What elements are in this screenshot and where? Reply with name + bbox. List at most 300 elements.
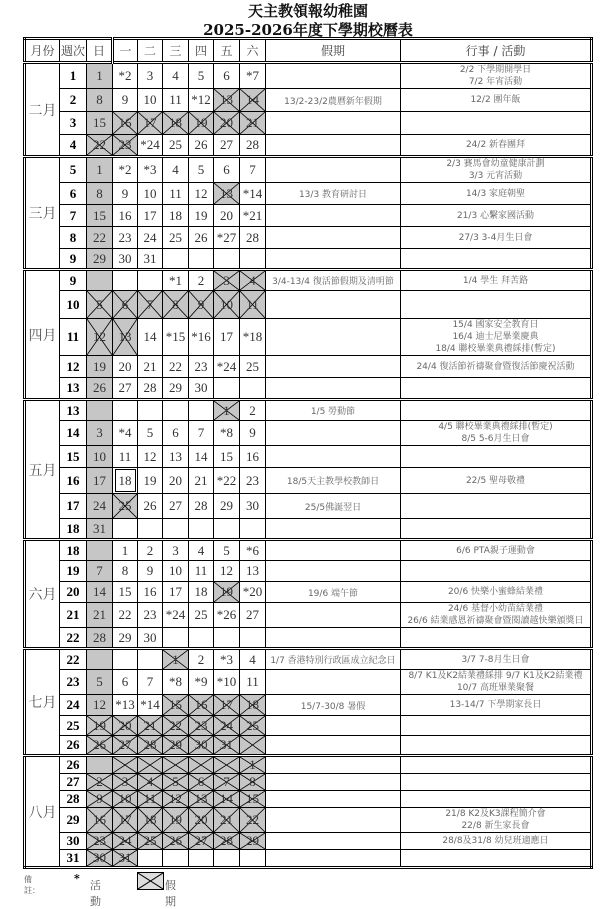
date-sun [87,421,113,446]
holiday-date-sat [240,791,266,808]
holiday-date-fri [214,833,240,850]
date-number: 31 [93,520,106,536]
date-number: *8 [169,674,182,689]
date-tue [138,205,163,227]
week-number: 8 [60,227,87,249]
date-fri [214,249,240,270]
date-number: *3 [220,651,233,667]
holiday-date-thu [189,736,214,756]
date-fri [214,157,240,183]
holiday-date-thu [189,756,214,774]
week-number: 7 [60,205,87,227]
holiday-date-sat [240,736,266,756]
date-thu [189,270,214,291]
date-sun [87,446,113,468]
date-thu [189,183,214,205]
date-fri [214,468,240,494]
holiday-date-fri [214,270,240,291]
date-mon [113,378,138,400]
date-mon [113,540,138,561]
events-cell [401,291,592,319]
date-sat [240,446,266,468]
events-cell [401,833,592,850]
date-number: 6 [172,425,179,440]
week-row [25,205,592,227]
holiday-date-tue [138,774,163,791]
week-row [25,716,592,736]
event-item: 7/2 年宵活動 [468,77,523,87]
week-number: 5 [60,157,87,183]
date-number: 1 [121,542,129,558]
events-cell [401,628,592,649]
date-thu [189,421,214,446]
date-wed [163,183,189,205]
date-sun [87,205,113,227]
event-item: 15/4 國家安全教育日 [452,320,539,330]
date-sat [240,670,266,695]
events-cell [401,670,592,695]
holiday-date-thu [189,791,214,808]
week-row [25,774,592,791]
events-cell [401,519,592,540]
date-number: 29 [169,737,182,752]
holiday-date-sat [240,716,266,736]
date-number: *22 [216,472,237,488]
holiday-cell [266,756,401,774]
date-number: 8 [96,92,103,107]
date-number: 11 [169,92,182,107]
date-number: 16 [93,812,106,827]
date-mon [113,603,138,628]
date-sat [240,400,266,421]
holiday-date-tue [138,833,163,850]
date-thu [189,205,214,227]
date-tue [138,356,163,378]
holiday-date-sun [87,291,113,319]
date-number: 21 [220,812,233,827]
holiday-date-mon [113,135,138,157]
week-number: 26 [60,736,87,756]
date-number: *2 [118,68,132,83]
date-number: 20 [194,812,208,827]
holiday-cell: 18/5天主教學校教師日 [266,468,401,494]
month-block [25,540,592,649]
events-cell [401,378,592,400]
date-fri [214,628,240,649]
week-number: 31 [60,850,87,868]
date-number: 17 [220,697,233,712]
date-number: 13 [194,791,208,806]
event-item: 12/2 團年飯 [470,95,521,105]
date-number: *20 [242,584,263,599]
date-number: 2 [249,402,256,418]
week-number: 11 [60,319,87,356]
date-sun [87,112,113,135]
holiday-date-tue [138,756,163,774]
events-cell [401,561,592,582]
week-number: 18 [60,519,87,540]
date-thu [189,319,214,356]
date-number: 17 [93,472,106,488]
week-row [25,378,592,400]
date-number: 12 [93,697,106,712]
holiday-date-thu [189,774,214,791]
date-number: 15 [246,791,259,806]
date-number: *24 [140,137,160,152]
date-sun [87,561,113,582]
school-calendar-table [23,37,593,869]
date-tue [138,421,163,446]
header-week: 週次 [60,39,87,63]
date-sat [240,628,266,649]
date-number: 17 [220,329,233,344]
date-sat [240,561,266,582]
month-label: 七月 [25,649,60,756]
date-number: 9 [96,791,103,806]
date-number: 6 [223,162,230,177]
header-thu: 四 [189,39,214,63]
date-number: 22 [93,137,106,152]
date-sat [240,494,266,519]
date-mon [113,89,138,112]
date-number: 21 [194,472,208,488]
date-number: 2 [197,651,205,667]
holiday-date-thu [189,112,214,135]
date-number: 13 [246,563,259,578]
week-number: 9 [60,249,87,270]
holiday-cell: 1/5 勞動節 [266,400,401,421]
date-number: 16 [143,584,157,599]
date-fri [214,205,240,227]
date-number: 19 [194,115,208,130]
date-number: *8 [220,425,233,440]
week-number: 29 [60,808,87,833]
holiday-date-wed [163,808,189,833]
month-block [25,756,592,868]
header-tue: 二 [138,39,163,63]
week-row [25,582,592,603]
date-number: 15 [118,584,132,599]
week-row [25,791,592,808]
date-number: 5 [197,68,205,83]
week-row [25,649,592,670]
date-wed [163,519,189,540]
date-number: 4 [172,162,179,177]
holiday-cell [266,227,401,249]
date-number: 28 [194,498,208,513]
events-cell [401,736,592,756]
date-wed [163,319,189,356]
date-number: 26 [93,737,106,752]
date-fri [214,649,240,670]
week-number: 24 [60,695,87,716]
events-cell [401,603,592,628]
holiday-date-sat [240,112,266,135]
date-number: 8 [96,185,103,201]
date-number: 23 [194,358,208,374]
event-item: 28/8及31/8 幼兒班適應日 [442,836,549,846]
school-name: 天主教領報幼稚園 [247,2,368,20]
events-cell [401,446,592,468]
date-tue [138,670,163,695]
holiday-date-mon [113,791,138,808]
holiday-date-thu [189,808,214,833]
date-sun [87,603,113,628]
date-number: 19 [93,358,106,374]
date-number: 7 [249,162,256,177]
date-number: 18 [169,207,182,223]
date-thu [189,649,214,670]
date-sat [240,603,266,628]
date-number: *4 [118,425,132,440]
holiday-cell: 25/5佛誕翌日 [266,494,401,519]
holiday-date-wed [163,112,189,135]
event-item: 22/8 新生家長會 [461,821,530,831]
date-number: 24 [220,717,233,733]
event-item: 27/3 3-4月生日會 [458,232,533,243]
holiday-date-tue [138,808,163,833]
holiday-date-sun [87,319,113,356]
date-sun [87,227,113,249]
events-cell [401,270,592,291]
date-number: *10 [216,674,237,689]
date-thu [189,561,214,582]
holiday-date-fri [214,400,240,421]
week-number: 21 [60,603,87,628]
date-tue [138,157,163,183]
date-number: 3 [172,542,179,558]
event-item: 21/3 心繫家國活動 [456,210,535,221]
events-cell [401,494,592,519]
header-month: 月份 [25,39,60,63]
holiday-cell [266,628,401,649]
date-fri [214,850,240,868]
date-mon [113,227,138,249]
date-number: *1 [169,272,182,288]
date-thu [189,468,214,494]
date-number: 9 [249,425,256,440]
date-thu [189,670,214,695]
holiday-date-mon [113,833,138,850]
week-row [25,808,592,833]
holiday-date-sat [240,695,266,716]
week-number: 12 [60,356,87,378]
month-label: 二月 [25,63,60,157]
date-number: 27 [169,498,182,513]
date-number: 1 [96,162,103,177]
date-number: 22 [169,717,182,733]
date-sun [87,695,113,716]
month-label: 五月 [25,400,60,540]
date-tue [138,89,163,112]
date-fri [214,494,240,519]
date-number: 10 [220,296,233,312]
date-wed [163,205,189,227]
date-number: 11 [118,448,132,464]
date-thu [189,603,214,628]
holiday-cell: 13/3 教育研討日 [266,183,401,205]
header-sat: 六 [240,39,266,63]
holiday-date-fri [214,112,240,135]
week-row [25,89,592,112]
date-tue [138,378,163,400]
date-wed [163,582,189,603]
holiday-date-fri [214,582,240,603]
holiday-date-thu [189,695,214,716]
holiday-cell [266,519,401,540]
event-item: 14/3 家庭朝聖 [465,188,526,199]
header-mon: 一 [113,39,138,63]
week-number: 26 [60,756,87,774]
date-number: 19 [220,584,233,599]
events-cell [401,89,592,112]
holiday-date-mon [113,112,138,135]
holiday-date-mon [113,319,138,356]
date-thu [189,378,214,400]
holiday-cell [266,157,401,183]
legend-note-label: 備註： [24,875,40,895]
holiday-cross-icon [113,757,137,773]
holiday-date-mon [113,291,138,319]
events-cell [401,227,592,249]
date-number: 23 [143,607,157,622]
date-sat [240,183,266,205]
holiday-date-mon [113,716,138,736]
date-thu [189,135,214,157]
date-tue [138,519,163,540]
date-number: *21 [242,207,263,223]
events-cell [401,808,592,833]
date-wed [163,400,189,421]
date-number: 11 [246,674,259,689]
week-row [25,494,592,519]
week-row [25,628,592,649]
holiday-date-sat [240,833,266,850]
legend-holiday-cross-icon [137,872,164,890]
holiday-date-wed [163,756,189,774]
holiday-date-wed [163,833,189,850]
date-sat [240,356,266,378]
week-row [25,756,592,774]
date-number: 11 [246,296,259,312]
date-number: 16 [194,697,208,712]
date-number: 14 [194,448,208,464]
date-tue [138,227,163,249]
date-number: *27 [216,229,237,245]
date-number: 25 [169,229,182,245]
date-sat [240,421,266,446]
event-item: 20/6 快樂小蜜蜂結業禮 [447,587,544,597]
date-number: 19 [169,812,182,827]
date-thu [189,89,214,112]
month-label: 四月 [25,270,60,400]
holiday-cell [266,716,401,736]
week-number: 23 [60,670,87,695]
date-number: 4 [197,542,205,558]
holiday-date-wed [163,291,189,319]
date-mon [113,356,138,378]
date-sun [87,670,113,695]
date-tue [138,135,163,157]
date-number: 19 [194,207,208,223]
date-number: 9 [121,185,129,201]
date-number: 5 [96,296,103,312]
date-wed [163,468,189,494]
holiday-cell [266,850,401,868]
date-number: 13 [169,448,182,464]
week-number: 13 [60,400,87,421]
holiday-date-mon [113,850,138,868]
event-item: 1/4 學生 拜苦路 [462,275,529,286]
week-row [25,112,592,135]
holiday-date-thu [189,291,214,319]
event-item: 21/8 K2及K3課程簡介會 [445,809,546,819]
date-wed [163,540,189,561]
date-number: 30 [194,737,208,752]
date-sat [240,582,266,603]
holiday-date-tue [138,291,163,319]
holiday-cell: 1/7 香港特別行政區成立紀念日 [266,649,401,670]
week-row [25,519,592,540]
date-sat [240,135,266,157]
holiday-cross-icon [240,736,265,754]
date-fri [214,670,240,695]
date-wed [163,249,189,270]
date-fri [214,63,240,89]
date-number: 1 [96,68,103,83]
date-tue [138,446,163,468]
date-number: 18 [246,697,259,712]
holiday-date-fri [214,695,240,716]
date-number: *15 [165,329,186,344]
date-number: 9 [121,92,129,107]
date-number: 22 [169,358,182,374]
date-wed [163,850,189,868]
week-number: 2 [60,89,87,112]
date-wed [163,421,189,446]
event-item: 8/5 5-6月生日會 [461,434,530,444]
date-number: 8 [121,563,129,578]
date-number: 16 [118,115,132,130]
date-thu [189,63,214,89]
holiday-date-tue [138,716,163,736]
date-number: 29 [169,380,182,395]
date-number: 17 [169,584,182,599]
week-row [25,670,592,695]
date-number: 31 [220,737,233,752]
events-cell [401,850,592,868]
date-number: 7 [146,674,154,689]
holiday-date-fri [214,808,240,833]
date-number: 3 [121,774,129,789]
date-number: 14 [220,791,233,806]
holiday-date-thu [189,833,214,850]
date-number: 27 [118,737,132,752]
holiday-cross-icon [189,757,213,773]
week-number: 18 [60,540,87,561]
date-number: 30 [118,250,132,266]
date-mon [113,63,138,89]
holiday-date-sun [87,833,113,850]
date-mon [113,249,138,270]
holiday-cell [266,540,401,561]
date-sun [87,270,113,291]
date-number: 26 [143,498,157,513]
events-cell [401,157,592,183]
date-mon [113,400,138,421]
date-wed [163,270,189,291]
date-thu [189,582,214,603]
